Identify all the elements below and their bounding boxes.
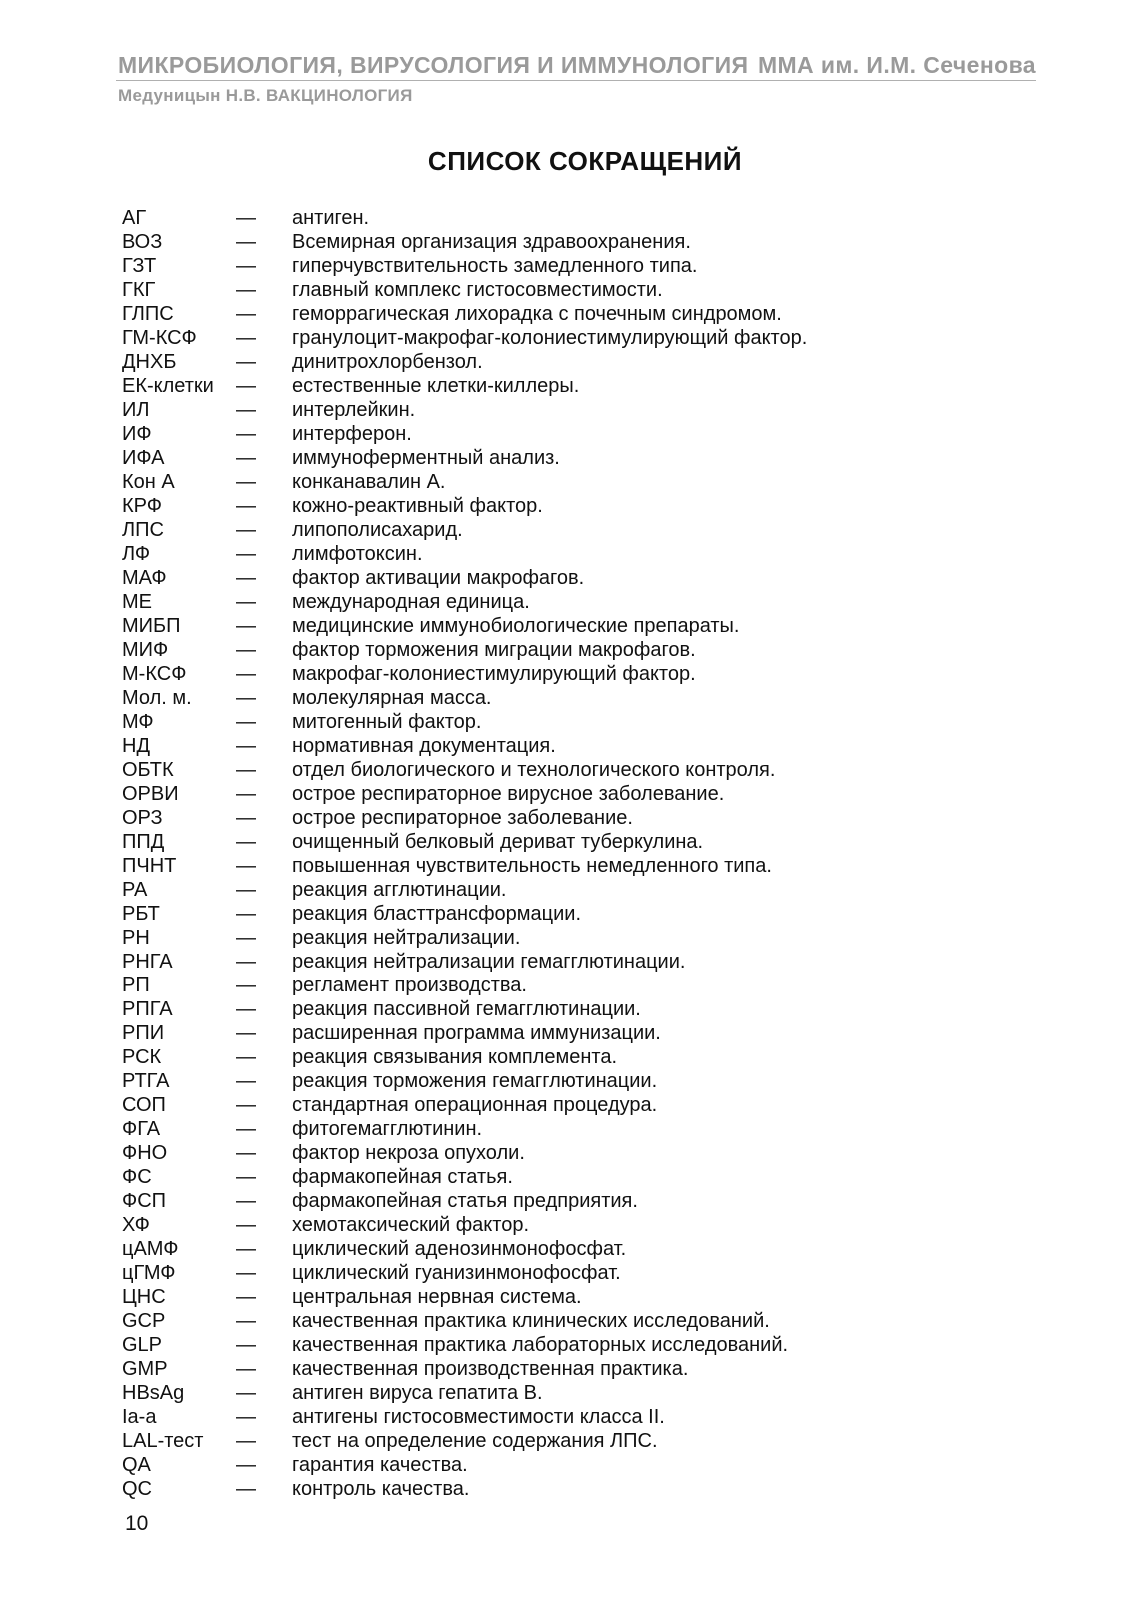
- list-item: [122, 351, 1062, 375]
- abbreviation-term: ФСП: [122, 1190, 167, 1213]
- em-dash-separator: —: [236, 1070, 256, 1093]
- abbreviation-term: QA: [122, 1453, 151, 1476]
- em-dash-separator: —: [236, 471, 256, 494]
- em-dash-separator: —: [236, 231, 256, 254]
- em-dash-separator: —: [236, 830, 256, 853]
- em-dash-separator: —: [236, 327, 256, 350]
- abbreviation-definition: фактор торможения миграции макрофагов.: [292, 638, 696, 661]
- list-item: [122, 638, 1062, 662]
- abbreviation-term: ПЧНТ: [122, 854, 177, 877]
- abbreviation-term: РСК: [122, 1046, 162, 1069]
- abbreviation-definition: расширенная программа иммунизации.: [292, 1022, 661, 1045]
- abbreviation-definition: острое респираторное вирусное заболевание.: [292, 782, 725, 805]
- abbreviation-term: ЛПС: [122, 519, 164, 542]
- em-dash-separator: —: [236, 638, 256, 661]
- abbreviation-definition: повышенная чувствительность немедленного типа.: [292, 854, 772, 877]
- abbreviation-definition: очищенный белковый дериват туберкулина.: [292, 830, 704, 853]
- abbreviation-definition: нормативная документация.: [292, 734, 556, 757]
- abbreviation-definition: молекулярная масса.: [292, 686, 492, 709]
- em-dash-separator: —: [236, 854, 256, 877]
- em-dash-separator: —: [236, 519, 256, 542]
- abbreviation-term: ИФ: [122, 423, 152, 446]
- em-dash-separator: —: [236, 926, 256, 949]
- abbreviation-definition: естественные клетки-киллеры.: [292, 375, 580, 398]
- abbreviation-definition: фактор некроза опухоли.: [292, 1142, 525, 1165]
- page-number: 10: [125, 1512, 149, 1535]
- em-dash-separator: —: [236, 662, 256, 685]
- em-dash-separator: —: [236, 806, 256, 829]
- em-dash-separator: —: [236, 1142, 256, 1165]
- abbreviation-term: МИФ: [122, 638, 169, 661]
- abbreviation-term: МАФ: [122, 567, 167, 590]
- abbreviation-definition: тест на определение содержания ЛПС.: [292, 1429, 658, 1452]
- list-item: [122, 926, 1062, 950]
- em-dash-separator: —: [236, 1429, 256, 1452]
- em-dash-separator: —: [236, 1405, 256, 1428]
- em-dash-separator: —: [236, 590, 256, 613]
- abbreviation-term: ЦНС: [122, 1286, 166, 1309]
- em-dash-separator: —: [236, 1022, 256, 1045]
- abbreviation-term: ОРВИ: [122, 782, 179, 805]
- abbreviation-definition: реакция нейтрализации.: [292, 926, 521, 949]
- list-item: [122, 303, 1062, 327]
- em-dash-separator: —: [236, 998, 256, 1021]
- abbreviation-definition: регламент производства.: [292, 974, 527, 997]
- abbreviation-term: РП: [122, 974, 150, 997]
- abbreviation-term: ИЛ: [122, 399, 150, 422]
- abbreviation-term: РПГА: [122, 998, 173, 1021]
- em-dash-separator: —: [236, 1286, 256, 1309]
- abbreviation-definition: интерлейкин.: [292, 399, 416, 422]
- abbreviation-definition: митогенный фактор.: [292, 710, 482, 733]
- em-dash-separator: —: [236, 255, 256, 278]
- abbreviation-term: GMP: [122, 1357, 168, 1380]
- list-item: [122, 543, 1062, 567]
- em-dash-separator: —: [236, 1094, 256, 1117]
- list-item: [122, 1381, 1062, 1405]
- list-item: [122, 1358, 1062, 1382]
- em-dash-separator: —: [236, 758, 256, 781]
- em-dash-separator: —: [236, 1357, 256, 1380]
- list-item: [122, 878, 1062, 902]
- abbreviation-definition: гарантия качества.: [292, 1453, 468, 1476]
- em-dash-separator: —: [236, 399, 256, 422]
- list-item: [122, 998, 1062, 1022]
- abbreviation-term: ОБТК: [122, 758, 174, 781]
- abbreviation-term: ДНХБ: [122, 351, 177, 374]
- em-dash-separator: —: [236, 567, 256, 590]
- abbreviation-definition: главный комплекс гистосовместимости.: [292, 279, 663, 302]
- list-item: [122, 662, 1062, 686]
- header-institution: ММА им. И.М. Сеченова: [757, 52, 1036, 78]
- list-item: [122, 231, 1062, 255]
- list-item: [122, 734, 1062, 758]
- abbreviation-definition: фармакопейная статья предприятия.: [292, 1190, 638, 1213]
- em-dash-separator: —: [236, 303, 256, 326]
- em-dash-separator: —: [236, 1190, 256, 1213]
- list-item: [122, 1070, 1062, 1094]
- em-dash-separator: —: [236, 543, 256, 566]
- abbreviation-term: ВОЗ: [122, 231, 163, 254]
- list-item: [122, 447, 1062, 471]
- abbreviation-term: РТГА: [122, 1070, 170, 1093]
- abbreviation-definition: фактор активации макрофагов.: [292, 567, 585, 590]
- list-item: [122, 1405, 1062, 1429]
- abbreviation-definition: отдел биологического и технологического контроля.: [292, 758, 776, 781]
- abbreviation-term: ОРЗ: [122, 806, 163, 829]
- abbreviation-definition: интерферон.: [292, 423, 412, 446]
- em-dash-separator: —: [236, 1310, 256, 1333]
- list-item: [122, 806, 1062, 830]
- em-dash-separator: —: [236, 1046, 256, 1069]
- running-header: [118, 52, 1036, 79]
- em-dash-separator: —: [236, 710, 256, 733]
- abbreviation-term: ЛФ: [122, 543, 151, 566]
- abbreviation-term: LAL-тест: [122, 1429, 204, 1452]
- list-item: [122, 591, 1062, 615]
- abbreviation-definition: фитогемагглютинин.: [292, 1118, 483, 1141]
- list-item: [122, 471, 1062, 495]
- header-course: МИКРОБИОЛОГИЯ, ВИРУСОЛОГИЯ И ИММУНОЛОГИЯ: [118, 52, 749, 78]
- abbreviation-definition: конканавалин А.: [292, 471, 446, 494]
- abbreviation-term: ГМ-КСФ: [122, 327, 197, 350]
- abbreviation-definition: антиген вируса гепатита В.: [292, 1381, 543, 1404]
- em-dash-separator: —: [236, 447, 256, 470]
- abbreviation-definition: иммуноферментный анализ.: [292, 447, 560, 470]
- header-divider: [116, 80, 1036, 81]
- abbreviation-term: ГЗТ: [122, 255, 157, 278]
- abbreviation-definition: стандартная операционная процедура.: [292, 1094, 658, 1117]
- list-item: [122, 1429, 1062, 1453]
- list-item: [122, 1238, 1062, 1262]
- list-item: [122, 686, 1062, 710]
- list-item: [122, 974, 1062, 998]
- abbreviation-term: РНГА: [122, 950, 173, 973]
- abbreviation-term: Ia-a: [122, 1405, 157, 1428]
- list-item: [122, 1190, 1062, 1214]
- abbreviation-definition: макрофаг-колониестимулирующий фактор.: [292, 662, 696, 685]
- abbreviation-term: ППД: [122, 830, 165, 853]
- em-dash-separator: —: [236, 1453, 256, 1476]
- abbreviation-definition: острое респираторное заболевание.: [292, 806, 633, 829]
- em-dash-separator: —: [236, 1381, 256, 1404]
- em-dash-separator: —: [236, 950, 256, 973]
- list-item: [122, 1094, 1062, 1118]
- list-item: [122, 399, 1062, 423]
- list-item: [122, 950, 1062, 974]
- em-dash-separator: —: [236, 279, 256, 302]
- abbreviation-term: КРФ: [122, 495, 162, 518]
- em-dash-separator: —: [236, 614, 256, 637]
- abbreviation-definition: лимфотоксин.: [292, 543, 423, 566]
- abbreviation-definition: циклический гуанизинмонофосфат.: [292, 1262, 621, 1285]
- list-item: [122, 782, 1062, 806]
- abbreviation-term: цАМФ: [122, 1238, 179, 1261]
- abbreviation-definition: реакция бласттрансформации.: [292, 902, 582, 925]
- abbreviation-definition: антигены гистосовместимости класса II.: [292, 1405, 665, 1428]
- abbreviation-term: РПИ: [122, 1022, 165, 1045]
- em-dash-separator: —: [236, 1334, 256, 1357]
- abbreviation-definition: липополисахарид.: [292, 519, 463, 542]
- abbreviation-term: РН: [122, 926, 150, 949]
- abbreviation-definition: геморрагическая лихорадка с почечным синдромом.: [292, 303, 782, 326]
- em-dash-separator: —: [236, 207, 256, 230]
- list-item: [122, 830, 1062, 854]
- abbreviation-term: ФС: [122, 1166, 152, 1189]
- abbreviation-term: HBsAg: [122, 1381, 185, 1404]
- abbreviation-term: ХФ: [122, 1214, 150, 1237]
- list-item: [122, 375, 1062, 399]
- abbreviation-term: ФГА: [122, 1118, 161, 1141]
- abbreviation-definition: контроль качества.: [292, 1477, 470, 1500]
- abbreviation-term: АГ: [122, 207, 147, 230]
- list-item: [122, 279, 1062, 303]
- list-item: [122, 1453, 1062, 1477]
- list-item: [122, 519, 1062, 543]
- abbreviation-term: РА: [122, 878, 148, 901]
- list-item: [122, 495, 1062, 519]
- list-item: [122, 567, 1062, 591]
- list-item: [122, 423, 1062, 447]
- em-dash-separator: —: [236, 686, 256, 709]
- abbreviation-term: РБТ: [122, 902, 160, 925]
- abbreviation-definition: реакция агглютинации.: [292, 878, 507, 901]
- list-item: [122, 1477, 1062, 1501]
- em-dash-separator: —: [236, 1477, 256, 1500]
- em-dash-separator: —: [236, 782, 256, 805]
- list-item: [122, 710, 1062, 734]
- list-item: [122, 1022, 1062, 1046]
- abbreviation-term: Мол. м.: [122, 686, 192, 709]
- list-item: [122, 1262, 1062, 1286]
- em-dash-separator: —: [236, 1214, 256, 1237]
- abbreviation-list: [122, 207, 1062, 1501]
- abbreviation-term: GLP: [122, 1334, 163, 1357]
- list-item: [122, 1334, 1062, 1358]
- abbreviation-term: цГМФ: [122, 1262, 176, 1285]
- em-dash-separator: —: [236, 1166, 256, 1189]
- abbreviation-definition: реакция связывания комплемента.: [292, 1046, 618, 1069]
- em-dash-separator: —: [236, 351, 256, 374]
- header-subtitle: Медуницын Н.В. ВАКЦИНОЛОГИЯ: [118, 86, 413, 105]
- list-item: [122, 902, 1062, 926]
- abbreviation-definition: качественная практика лабораторных исследований.: [292, 1334, 789, 1357]
- abbreviation-term: ИФА: [122, 447, 165, 470]
- em-dash-separator: —: [236, 423, 256, 446]
- abbreviation-term: ЕК-клетки: [122, 375, 214, 398]
- list-item: [122, 1118, 1062, 1142]
- list-item: [122, 207, 1062, 231]
- abbreviation-definition: качественная производственная практика.: [292, 1357, 689, 1380]
- abbreviation-term: МИБП: [122, 614, 181, 637]
- abbreviation-term: Кон А: [122, 471, 175, 494]
- abbreviation-definition: гиперчувствительность замедленного типа.: [292, 255, 698, 278]
- list-item: [122, 614, 1062, 638]
- abbreviation-definition: реакция нейтрализации гемагглютинации.: [292, 950, 686, 973]
- em-dash-separator: —: [236, 1238, 256, 1261]
- em-dash-separator: —: [236, 974, 256, 997]
- em-dash-separator: —: [236, 1262, 256, 1285]
- list-item: [122, 327, 1062, 351]
- abbreviation-definition: реакция пассивной гемагглютинации.: [292, 998, 641, 1021]
- list-item: [122, 1214, 1062, 1238]
- abbreviation-definition: хемотаксический фактор.: [292, 1214, 530, 1237]
- list-item: [122, 1142, 1062, 1166]
- abbreviation-definition: циклический аденозинмонофосфат.: [292, 1238, 627, 1261]
- em-dash-separator: —: [236, 878, 256, 901]
- em-dash-separator: —: [236, 375, 256, 398]
- list-item: [122, 758, 1062, 782]
- list-item: [122, 1166, 1062, 1190]
- abbreviation-definition: качественная практика клинических исследований.: [292, 1310, 770, 1333]
- abbreviation-term: GCP: [122, 1310, 166, 1333]
- abbreviation-term: МФ: [122, 710, 154, 733]
- abbreviation-term: СОП: [122, 1094, 166, 1117]
- page-title: СПИСОК СОКРАЩЕНИЙ: [427, 146, 743, 176]
- abbreviation-term: М-КСФ: [122, 662, 187, 685]
- abbreviation-term: QC: [122, 1477, 152, 1500]
- abbreviation-definition: антиген.: [292, 207, 370, 230]
- abbreviation-definition: центральная нервная система.: [292, 1286, 582, 1309]
- abbreviation-definition: Всемирная организация здравоохранения.: [292, 231, 691, 254]
- em-dash-separator: —: [236, 495, 256, 518]
- abbreviation-term: ГКГ: [122, 279, 156, 302]
- abbreviation-definition: международная единица.: [292, 590, 530, 613]
- abbreviation-definition: гранулоцит-макрофаг-колониестимулирующий фактор.: [292, 327, 808, 350]
- abbreviation-definition: медицинские иммунобиологические препараты.: [292, 614, 740, 637]
- abbreviation-term: МЕ: [122, 590, 152, 613]
- em-dash-separator: —: [236, 734, 256, 757]
- list-item: [122, 1286, 1062, 1310]
- abbreviation-term: ГЛПС: [122, 303, 174, 326]
- abbreviation-definition: фармакопейная статья.: [292, 1166, 513, 1189]
- em-dash-separator: —: [236, 1118, 256, 1141]
- abbreviation-definition: реакция торможения гемагглютинации.: [292, 1070, 658, 1093]
- abbreviation-term: ФНО: [122, 1142, 168, 1165]
- list-item: [122, 1310, 1062, 1334]
- abbreviation-term: НД: [122, 734, 150, 757]
- list-item: [122, 1046, 1062, 1070]
- em-dash-separator: —: [236, 902, 256, 925]
- abbreviation-definition: динитрохлорбензол.: [292, 351, 483, 374]
- abbreviation-definition: кожно-реактивный фактор.: [292, 495, 543, 518]
- list-item: [122, 255, 1062, 279]
- list-item: [122, 854, 1062, 878]
